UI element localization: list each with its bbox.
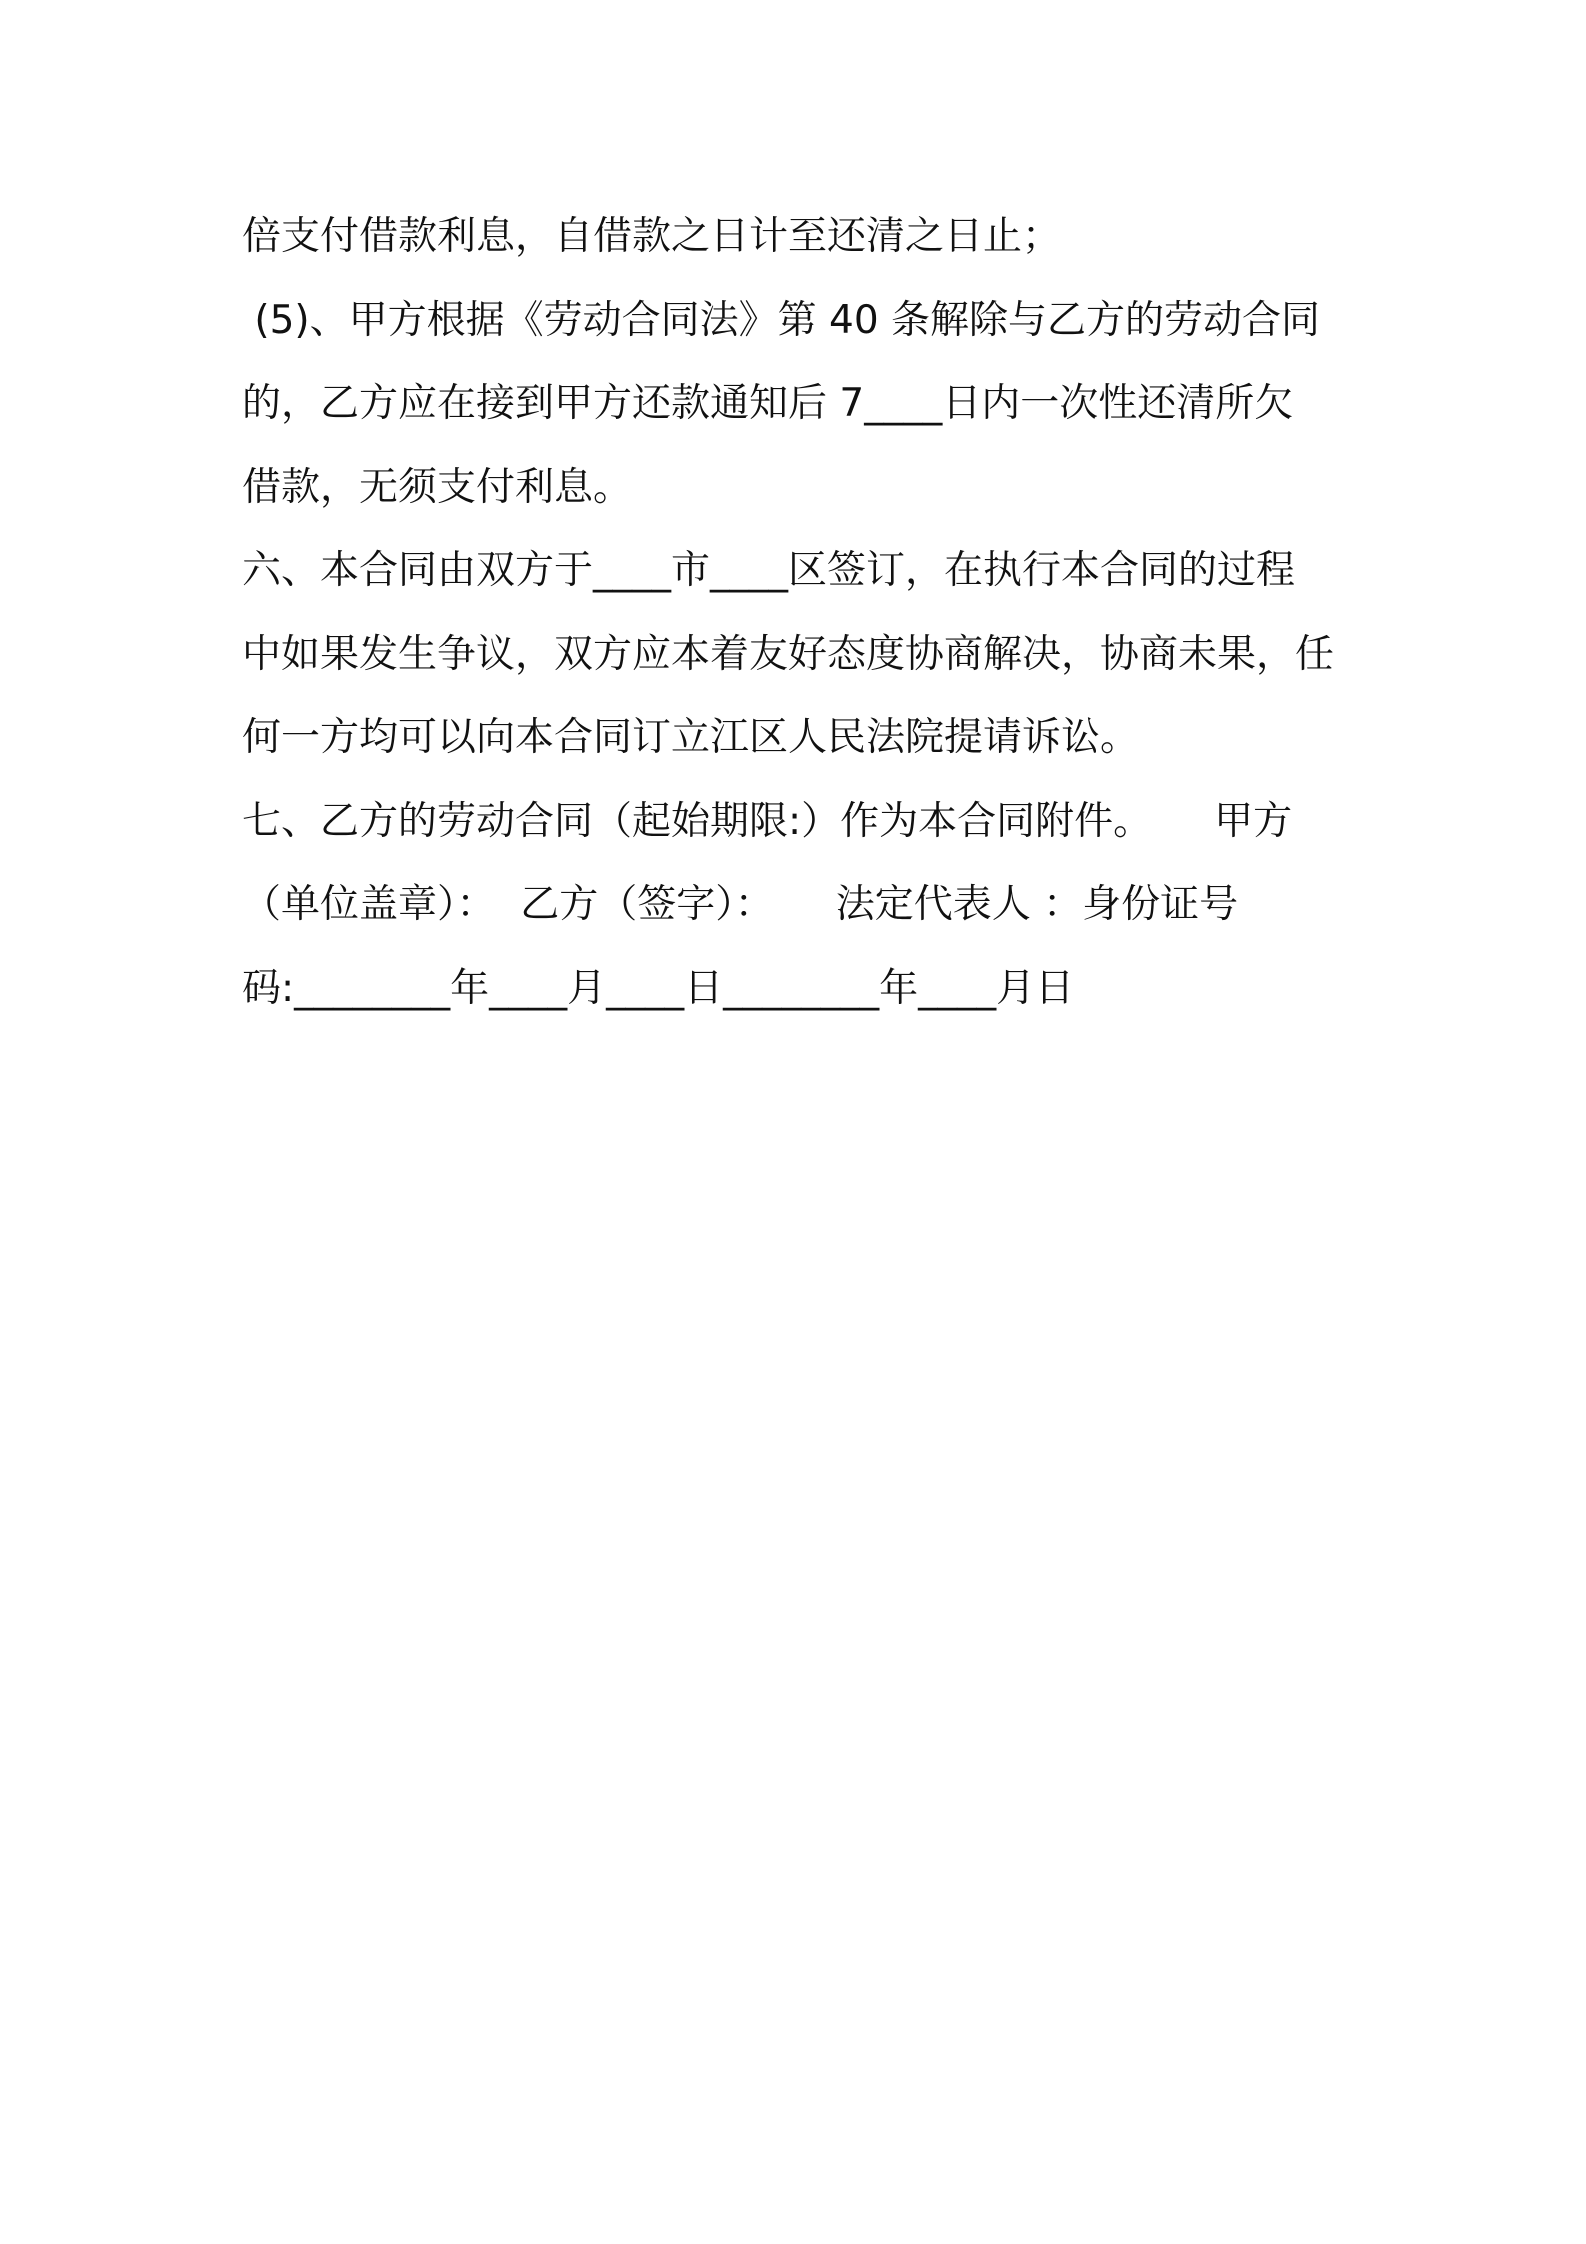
text-line: 倍支付借款利息，自借款之日计至还清之日止； (242, 214, 1062, 259)
text-line: 中如果发生争议，双方应本着友好态度协商解决，协商未果，任 (242, 631, 1335, 677)
text-line: 何一方均可以向本合同订立江区人民法院提请诉讼。 (242, 715, 1140, 760)
text-line: (5)、甲方根据《劳动合同法》第 40 条解除与乙方的劳动合同 (242, 297, 1321, 343)
text-line: （单位盖章）： 乙方（签字）： 法定代表人 ：身份证号 (242, 882, 1239, 927)
text-line: 借款，无须支付利息。 (242, 464, 633, 510)
text-line: 七、乙方的劳动合同（起始期限:）作为本合同附件。 甲方 (242, 798, 1293, 844)
text-line: 的，乙方应在接到甲方还款通知后 7____日内一次性还清所欠 (242, 381, 1294, 426)
text-line: 码:________年____月____日________年____月日 (242, 965, 1075, 1011)
contract-text (242, 195, 1357, 1030)
text-line: 六、本合同由双方于____市____区签订，在执行本合同的过程 (242, 548, 1296, 593)
